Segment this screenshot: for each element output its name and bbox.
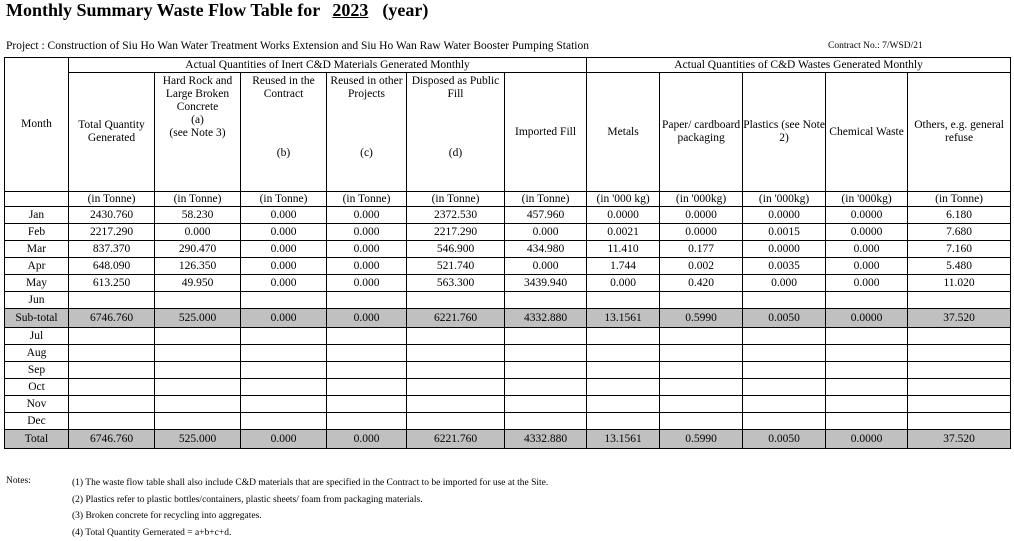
value-cell: 6746.760 [69,309,155,328]
month-cell: Jan [5,207,69,224]
value-cell: 0.000 [327,430,407,449]
header-imported: Imported Fill [505,73,587,192]
value-cell [587,362,660,379]
header-metals: Metals [587,73,660,192]
value-cell: 11.410 [587,241,660,258]
note-item: (4) Total Quantity Gernerated = a+b+c+d. [72,525,548,541]
value-cell [155,345,241,362]
value-cell: 0.0000 [826,430,908,449]
value-cell [155,396,241,413]
value-cell: 0.420 [660,275,743,292]
units-row [5,192,1011,207]
value-cell: 0.0000 [587,207,660,224]
table-row [5,207,1011,224]
page-title [6,0,428,21]
value-cell: 0.0000 [743,241,826,258]
month-cell: Nov [5,396,69,413]
value-cell [241,379,327,396]
value-cell: 0.000 [505,258,587,275]
value-cell: 0.000 [327,241,407,258]
table-row [5,379,1011,396]
table-row [5,362,1011,379]
unit-cell: (in '000kg) [743,192,826,207]
value-cell [155,362,241,379]
value-cell [155,292,241,309]
value-cell: 0.5990 [660,309,743,328]
value-cell: 525.000 [155,309,241,328]
value-cell: 0.0015 [743,224,826,241]
value-cell: 2217.290 [69,224,155,241]
value-cell [826,379,908,396]
table-row [5,345,1011,362]
value-cell [155,379,241,396]
value-cell: 0.000 [327,258,407,275]
value-cell [327,379,407,396]
value-cell [743,292,826,309]
subtotal-row [5,309,1011,328]
value-cell: 0.000 [241,430,327,449]
value-cell [587,292,660,309]
header-chemical: Chemical Waste [826,73,908,192]
note-item: (3) Broken concrete for recycling into aggregates. [72,508,548,525]
value-cell [660,396,743,413]
header-hard-rock: Hard Rock and Large Broken Concrete (a) (see Note 3) [155,73,241,192]
month-cell: May [5,275,69,292]
value-cell: 525.000 [155,430,241,449]
value-cell [587,345,660,362]
value-cell [743,396,826,413]
value-cell: 37.520 [908,309,1011,328]
value-cell [407,345,505,362]
value-cell [407,396,505,413]
value-cell [505,345,587,362]
value-cell [660,413,743,430]
month-cell: Mar [5,241,69,258]
notes [72,475,548,541]
value-cell: 0.000 [505,224,587,241]
value-cell: 0.000 [241,275,327,292]
value-cell [908,328,1011,345]
header-disposed: Disposed as Public Fill (d) [407,73,505,192]
month-cell: Feb [5,224,69,241]
value-cell [505,379,587,396]
value-cell [660,328,743,345]
value-cell [69,345,155,362]
value-cell [660,362,743,379]
value-cell: 0.0000 [826,309,908,328]
value-cell: 0.000 [241,207,327,224]
value-cell [155,328,241,345]
group-inert: Actual Quantities of Inert C&D Materials Generated Monthly [69,58,587,73]
value-cell [660,292,743,309]
value-cell [743,345,826,362]
table-row [5,241,1011,258]
value-cell [407,328,505,345]
header-paper: Paper/ cardboard packaging [660,73,743,192]
value-cell: 0.000 [327,207,407,224]
title-year: 2023 [324,0,382,21]
value-cell: 58.230 [155,207,241,224]
month-cell: Apr [5,258,69,275]
value-cell [69,379,155,396]
value-cell: 0.000 [241,258,327,275]
total-row [5,430,1011,449]
table-row [5,413,1011,430]
value-cell: 457.960 [505,207,587,224]
value-cell [908,396,1011,413]
table-row [5,396,1011,413]
value-cell [327,345,407,362]
value-cell [743,328,826,345]
month-cell: Jun [5,292,69,309]
value-cell: 563.300 [407,275,505,292]
value-cell: 0.000 [241,224,327,241]
value-cell: 546.900 [407,241,505,258]
value-cell: 37.520 [908,430,1011,449]
value-cell [69,362,155,379]
value-cell [826,345,908,362]
unit-month [5,192,69,207]
month-cell: Sub-total [5,309,69,328]
value-cell: 0.0050 [743,309,826,328]
value-cell [327,413,407,430]
value-cell: 0.000 [155,224,241,241]
value-cell [660,345,743,362]
value-cell: 1.744 [587,258,660,275]
unit-cell: (in '000kg) [826,192,908,207]
value-cell [69,292,155,309]
value-cell: 0.000 [826,258,908,275]
value-cell [743,379,826,396]
value-cell: 0.000 [743,275,826,292]
table-row [5,328,1011,345]
value-cell: 2372.530 [407,207,505,224]
value-cell [505,292,587,309]
month-cell: Oct [5,379,69,396]
value-cell: 13.1561 [587,309,660,328]
value-cell [587,396,660,413]
value-cell [826,362,908,379]
header-month: Month [5,58,69,192]
value-cell: 2430.760 [69,207,155,224]
value-cell: 0.0000 [826,207,908,224]
value-cell: 0.0000 [660,224,743,241]
value-cell: 434.980 [505,241,587,258]
value-cell [241,396,327,413]
unit-cell: (in Tonne) [505,192,587,207]
value-cell [241,362,327,379]
month-cell: Sep [5,362,69,379]
contract-number: Contract No.: 7/WSD/21 [828,41,923,51]
value-cell: 4332.880 [505,430,587,449]
value-cell [505,362,587,379]
value-cell [69,413,155,430]
value-cell [407,379,505,396]
value-cell: 11.020 [908,275,1011,292]
value-cell [505,328,587,345]
unit-cell: (in Tonne) [69,192,155,207]
value-cell [69,328,155,345]
table-row [5,258,1011,275]
table-row [5,275,1011,292]
value-cell: 0.000 [241,241,327,258]
value-cell: 6746.760 [69,430,155,449]
value-cell [743,413,826,430]
value-cell [505,413,587,430]
value-cell: 4332.880 [505,309,587,328]
value-cell: 0.0021 [587,224,660,241]
value-cell [407,413,505,430]
value-cell [155,413,241,430]
value-cell [241,292,327,309]
value-cell: 0.000 [327,275,407,292]
month-cell: Dec [5,413,69,430]
table-row [5,224,1011,241]
value-cell: 0.000 [327,309,407,328]
value-cell [826,328,908,345]
value-cell [505,396,587,413]
value-cell [908,292,1011,309]
value-cell: 5.480 [908,258,1011,275]
value-cell: 0.000 [327,224,407,241]
note-item: (2) Plastics refer to plastic bottles/containers, plastic sheets/ foam from packaging materials. [72,492,548,509]
value-cell [241,345,327,362]
unit-cell: (in Tonne) [407,192,505,207]
value-cell [327,396,407,413]
value-cell [407,362,505,379]
value-cell: 0.0035 [743,258,826,275]
value-cell: 0.000 [241,309,327,328]
value-cell: 0.000 [587,275,660,292]
value-cell [327,328,407,345]
value-cell [241,413,327,430]
value-cell [587,328,660,345]
value-cell: 6.180 [908,207,1011,224]
value-cell: 6221.760 [407,309,505,328]
value-cell: 0.177 [660,241,743,258]
unit-cell: (in Tonne) [241,192,327,207]
value-cell: 521.740 [407,258,505,275]
header-others: Others, e.g. general refuse [908,73,1011,192]
value-cell: 290.470 [155,241,241,258]
unit-cell: (in Tonne) [327,192,407,207]
value-cell: 0.002 [660,258,743,275]
value-cell: 49.950 [155,275,241,292]
value-cell [826,292,908,309]
value-cell: 0.0050 [743,430,826,449]
value-cell: 837.370 [69,241,155,258]
month-cell: Aug [5,345,69,362]
title-prefix: Monthly Summary Waste Flow Table for [6,0,320,20]
value-cell: 6221.760 [407,430,505,449]
value-cell: 126.350 [155,258,241,275]
value-cell: 2217.290 [407,224,505,241]
month-cell: Jul [5,328,69,345]
header-plastics: Plastics (see Note 2) [743,73,826,192]
value-cell [660,379,743,396]
notes-label: Notes: [6,476,31,486]
month-cell: Total [5,430,69,449]
header-reused-other: Reused in other Projects (c) [327,73,407,192]
group-cd: Actual Quantities of C&D Wastes Generated Monthly [587,58,1011,73]
unit-cell: (in Tonne) [908,192,1011,207]
waste-flow-table [4,57,1011,449]
table-row [5,292,1011,309]
value-cell [69,396,155,413]
value-cell [587,379,660,396]
unit-cell: (in Tonne) [155,192,241,207]
value-cell [908,345,1011,362]
value-cell: 0.0000 [826,224,908,241]
value-cell: 648.090 [69,258,155,275]
value-cell [826,413,908,430]
value-cell: 3439.940 [505,275,587,292]
value-cell: 0.5990 [660,430,743,449]
value-cell [241,328,327,345]
value-cell [908,379,1011,396]
value-cell: 7.160 [908,241,1011,258]
header-total-qty: Total Quantity Generated [69,73,155,192]
value-cell: 0.000 [826,241,908,258]
value-cell: 7.680 [908,224,1011,241]
unit-cell: (in '000 kg) [587,192,660,207]
value-cell: 0.0000 [660,207,743,224]
value-cell [826,396,908,413]
value-cell [327,362,407,379]
value-cell: 0.0000 [743,207,826,224]
note-item: (1) The waste flow table shall also include C&D materials that are specified in the Contract to be imported for use at the Site. [72,475,548,492]
value-cell [908,413,1011,430]
title-suffix: (year) [382,0,428,20]
unit-cell: (in '000kg) [660,192,743,207]
value-cell [908,362,1011,379]
value-cell: 613.250 [69,275,155,292]
value-cell [407,292,505,309]
project-name: Project : Construction of Siu Ho Wan Water Treatment Works Extension and Siu Ho Wan Raw Water Booster Pumping Station [6,40,589,52]
value-cell: 0.000 [826,275,908,292]
value-cell: 13.1561 [587,430,660,449]
header-reused-contract: Reused in the Contract (b) [241,73,327,192]
value-cell [327,292,407,309]
value-cell [587,413,660,430]
value-cell [743,362,826,379]
